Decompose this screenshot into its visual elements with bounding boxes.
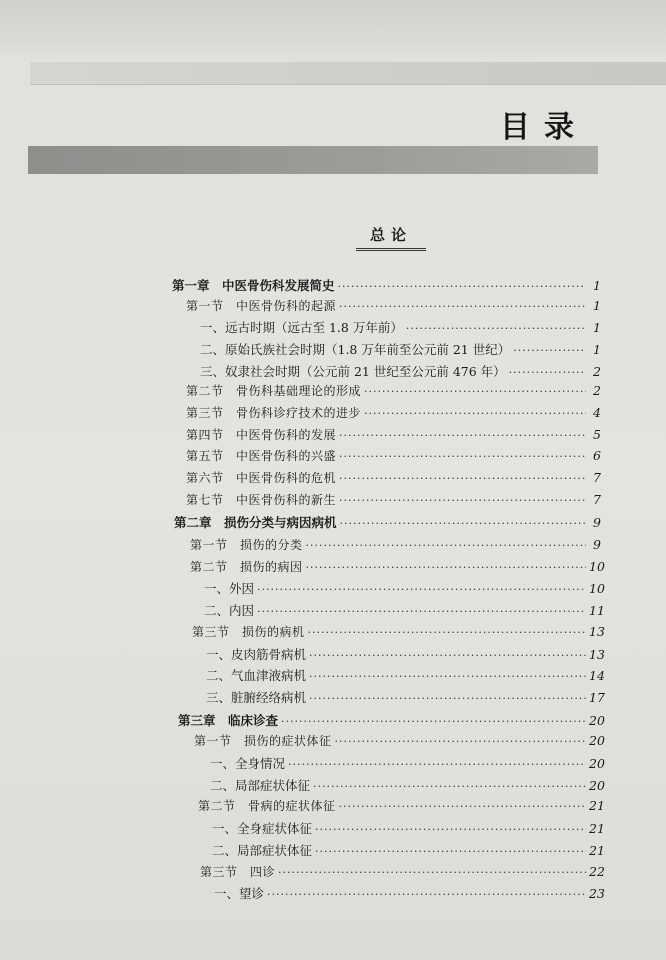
dot-leader: [267, 888, 586, 901]
toc-entry-label: 一、全身症状体征: [212, 821, 313, 836]
toc-entry-item: [200, 318, 601, 336]
toc-entry-section: [186, 447, 601, 465]
toc-entry-label: 二、原始氏族社会时期（1.8 万年前至公元前 21 世纪）: [200, 342, 511, 357]
toc-page-number: 21: [589, 798, 605, 813]
toc-entry-item: [204, 601, 605, 619]
toc-entry-label: 第二节 骨伤科基础理论的形成: [186, 384, 362, 398]
dot-leader: [281, 715, 586, 728]
dot-leader: [278, 866, 586, 879]
toc-page-number: 6: [593, 448, 601, 463]
toc-entry-label: 第五节 中医骨伤科的兴盛: [186, 449, 337, 463]
toc-entry-label: 第一节 损伤的症状体征: [194, 734, 332, 748]
toc-page-number: 20: [589, 733, 605, 748]
dot-leader: [309, 649, 586, 662]
toc-page-number: 13: [589, 647, 605, 662]
dot-leader: [340, 517, 586, 530]
toc-page-number: 7: [593, 470, 601, 485]
toc-entry-label: 二、局部症状体征: [210, 778, 311, 793]
toc-page-number: 2: [593, 383, 601, 398]
toc-entry-section: [194, 732, 605, 750]
toc-page-number: 9: [593, 515, 601, 530]
dot-leader: [315, 845, 586, 858]
dot-leader: [315, 823, 586, 836]
toc-page-number: 11: [589, 603, 605, 618]
toc-page-number: 1: [593, 342, 601, 357]
dot-leader: [339, 450, 586, 463]
toc-entry-label: 一、远古时期（远古至 1.8 万年前）: [200, 320, 403, 335]
toc-page-number: 2: [593, 364, 601, 379]
toc-entry-section: [186, 426, 601, 444]
toc-page-number: 21: [589, 843, 605, 858]
toc-page-number: 10: [589, 581, 605, 596]
toc-entry-section: [198, 797, 605, 815]
toc-entry-chapter: [174, 513, 601, 531]
toc-page-number: 20: [589, 713, 605, 728]
toc-page-number: 23: [589, 886, 605, 901]
dot-leader: [406, 322, 586, 335]
toc-entry-label: 第一节 中医骨伤科的起源: [186, 299, 337, 313]
toc-entry-item: [204, 579, 605, 597]
toc-page-number: 14: [589, 668, 605, 683]
toc-entry-label: 第三节 损伤的病机: [192, 625, 305, 639]
toc-page-number: 13: [589, 624, 605, 639]
toc-entry-item: [212, 819, 605, 837]
toc-entry-item: [210, 776, 605, 794]
toc-page-number: 1: [593, 298, 601, 313]
toc-entry-section: [186, 469, 601, 487]
toc-entry-section: [186, 491, 601, 509]
toc-entry-item: [210, 754, 605, 772]
toc-entry-label: 第六节 中医骨伤科的危机: [186, 471, 337, 485]
toc-entry-section: [186, 404, 601, 422]
dot-leader: [339, 494, 586, 507]
toc-entry-label: 第二节 损伤的病因: [190, 560, 303, 574]
toc-entry-label: 二、局部症状体征: [212, 843, 313, 858]
toc-page-number: 9: [593, 537, 601, 552]
page-title: 目录: [500, 110, 588, 145]
dot-leader: [509, 366, 586, 379]
section-heading: 总论: [356, 224, 426, 251]
dot-leader: [339, 300, 586, 313]
dot-leader: [306, 561, 586, 574]
toc-page-number: 17: [589, 690, 605, 705]
toc-entry-label: 三、奴隶社会时期（公元前 21 世纪至公元前 476 年）: [200, 364, 506, 379]
toc-entry-label: 第一节 损伤的分类: [190, 538, 303, 552]
dot-leader: [288, 758, 586, 771]
toc-entry-label: 第三节 四诊: [200, 865, 276, 879]
toc-page-number: 22: [589, 864, 605, 879]
toc-entry-label: 一、望诊: [214, 886, 265, 901]
dot-leader: [313, 780, 586, 793]
toc-entry-label: 第三章 临床诊查: [178, 713, 279, 728]
toc-entry-label: 三、脏腑经络病机: [206, 690, 307, 705]
toc-entry-section: [186, 382, 601, 400]
toc-entry-section: [190, 558, 605, 576]
toc-entry-item: [200, 340, 601, 358]
dot-leader: [308, 626, 586, 639]
dot-leader: [309, 692, 586, 705]
toc-entry-section: [192, 623, 605, 641]
toc-entry-item: [206, 645, 605, 663]
toc-entry-item: [214, 884, 605, 902]
toc-page-number: 21: [589, 821, 605, 836]
toc-entry-item: [200, 362, 601, 380]
toc-page-number: 5: [593, 427, 601, 442]
dot-leader: [513, 344, 586, 357]
dot-leader: [364, 385, 586, 398]
dot-leader: [257, 605, 586, 618]
toc-page-number: 1: [593, 320, 601, 335]
dot-leader: [306, 539, 586, 552]
toc-entry-section: [186, 297, 601, 315]
toc-entry-label: 一、皮肉筋骨病机: [206, 647, 307, 662]
toc-entry-label: 第七节 中医骨伤科的新生: [186, 493, 337, 507]
dot-leader: [339, 472, 586, 485]
toc-entry-section: [200, 863, 605, 881]
toc-entry-chapter: [172, 276, 601, 294]
toc-page-number: 10: [589, 559, 605, 574]
toc-entry-item: [212, 841, 605, 859]
toc-entry-section: [190, 536, 601, 554]
toc-entry-label: 第四节 中医骨伤科的发展: [186, 428, 337, 442]
toc-entry-label: 二、内因: [204, 603, 255, 618]
toc-entry-item: [206, 688, 605, 706]
toc-entry-label: 第一章 中医骨伤科发展简史: [172, 278, 335, 293]
toc-entry-label: 第二节 骨病的症状体征: [198, 799, 336, 813]
dot-leader: [335, 735, 586, 748]
toc-entry-item: [206, 666, 605, 684]
toc-page-number: 20: [589, 778, 605, 793]
dot-leader: [257, 583, 586, 596]
toc-entry-label: 一、外因: [204, 581, 255, 596]
toc-page-number: 1: [593, 278, 601, 293]
toc-entry-label: 第二章 损伤分类与病因病机: [174, 515, 337, 530]
dot-leader: [309, 670, 586, 683]
toc-entry-label: 二、气血津液病机: [206, 668, 307, 683]
dot-leader: [338, 280, 586, 293]
toc-page-number: 4: [593, 405, 601, 420]
toc-entry-label: 第三节 骨伤科诊疗技术的进步: [186, 406, 362, 420]
dot-leader: [339, 800, 586, 813]
toc-entry-chapter: [178, 711, 605, 729]
dot-leader: [339, 429, 586, 442]
toc-entry-label: 一、全身情况: [210, 756, 286, 771]
dot-leader: [364, 407, 586, 420]
toc-page-number: 20: [589, 756, 605, 771]
toc-page-number: 7: [593, 492, 601, 507]
